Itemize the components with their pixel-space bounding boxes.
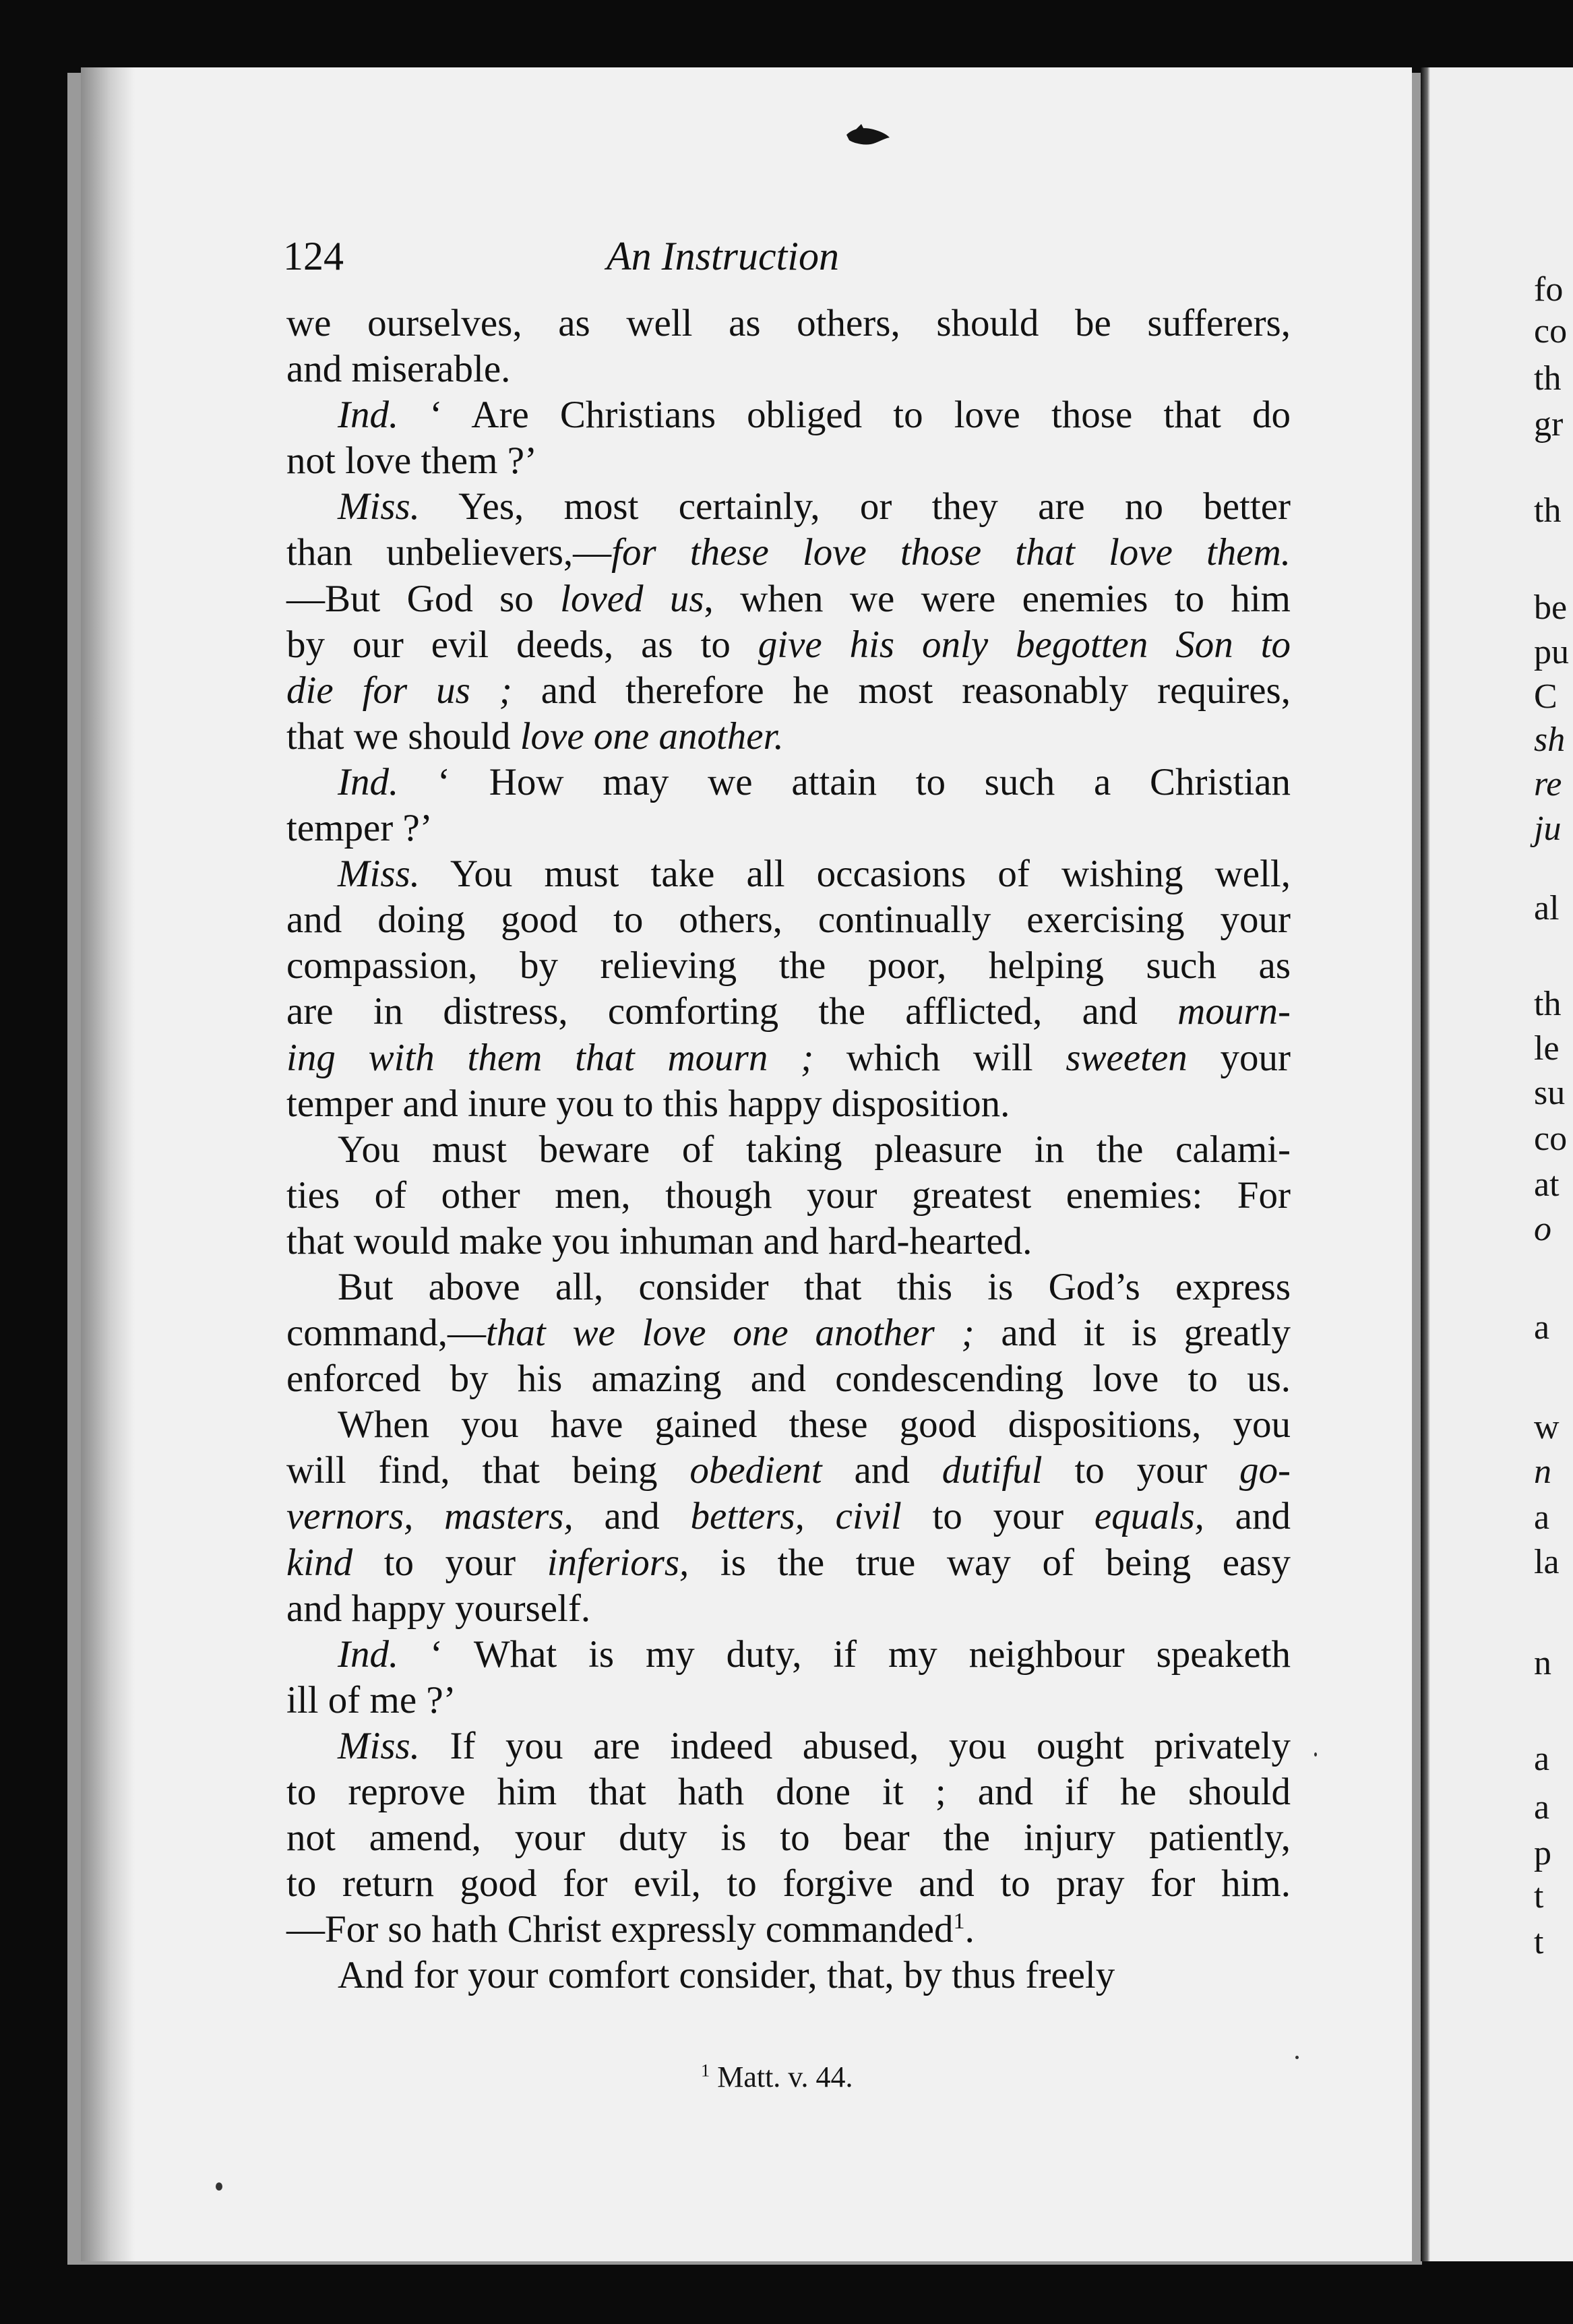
facing-page-fragment: ju [1534,809,1562,848]
text-span: ties of other men, though your greatest enemies: For [286,1173,1291,1217]
text-line [286,1081,1291,1127]
text-span: Yes, most certainly, or they are no better [419,485,1291,528]
footnote-reference: 1 [953,1909,965,1934]
facing-page-fragment: o [1534,1210,1551,1248]
text-line [286,1953,1291,1998]
italic-text: inferiors, [547,1541,689,1584]
text-span: not amend, your duty is to bear the injury patiently, [286,1816,1291,1860]
text-line [286,805,1291,851]
italic-text: Miss. [338,853,420,896]
text-span: than unbelievers,— [286,531,612,574]
facing-page-fragment: co [1534,312,1568,350]
text-span: which will [813,1036,1066,1079]
italic-text: mourn- [1177,990,1291,1033]
running-title: An Instruction [607,234,839,278]
italic-text: obedient [689,1449,822,1492]
text-line [286,484,1291,530]
text-span: by our evil deeds, as to [286,623,758,666]
italic-text: equals, [1094,1495,1204,1538]
text-span: ‘ Are Christians obliged to love those that do [398,394,1291,437]
text-line [286,943,1291,989]
text-span: ‘ How may we attain to such a Christian [398,760,1291,803]
facing-page-fragment: pu [1534,633,1569,671]
italic-text: Miss. [338,1724,420,1767]
text-line [286,622,1291,668]
text-line [286,438,1291,484]
text-span: and [1204,1495,1291,1538]
text-line [286,1219,1291,1264]
text-line [286,1264,1291,1310]
facing-page-fragment: th [1534,359,1562,398]
text-span: ‘ What is my duty, if my neighbour speaketh [398,1632,1291,1676]
italic-text: sweeten [1066,1036,1188,1079]
text-span: temper and inure you to this happy disposition. [286,1082,1010,1125]
text-span: your [1187,1036,1291,1079]
italic-text: ing with them that mourn ; [286,1036,814,1079]
text-line [286,760,1291,805]
printer-ornament-icon [844,123,891,150]
facing-page-fragment: a [1534,1498,1550,1537]
ink-speck [1314,1752,1317,1756]
text-line [286,1310,1291,1356]
text-line [286,1815,1291,1861]
italic-text: that we love one another ; [486,1312,975,1355]
facing-page-fragment: w [1534,1408,1560,1446]
italic-text: kind [286,1541,353,1584]
text-span: . [964,1908,975,1951]
page-spine [1421,67,1430,2261]
text-line [286,1173,1291,1219]
facing-page-fragment: be [1534,588,1568,627]
text-line [286,1127,1291,1173]
text-span: temper ?’ [286,807,433,850]
text-span: enforced by his amazing and condescending love to us. [286,1357,1291,1401]
italic-text: Ind. [338,394,399,437]
text-line [286,1723,1291,1769]
facing-page-fragment: gr [1534,405,1564,444]
text-line [286,851,1291,897]
text-span: not love them ?’ [286,439,537,483]
facing-page-fragment: th [1534,491,1562,530]
ink-speck [1295,2056,1299,2059]
text-span: to reprove him that hath done it ; and if he should [286,1771,1291,1813]
text-line [286,1769,1291,1815]
text-span: to your [901,1495,1094,1538]
text-span: And for your comfort consider, that, by thus freely [338,1954,1115,1997]
text-span: we ourselves, as well as others, should be sufferers, [286,302,1291,344]
facing-page-fragment: t [1534,1877,1544,1916]
text-line [286,1494,1291,1539]
text-line [286,576,1291,622]
facing-page-fragment: at [1534,1165,1560,1204]
facing-page-fragment: t [1534,1923,1544,1961]
text-span: compassion, by relieving the poor, helping such as [286,944,1291,987]
text-line [286,1035,1291,1081]
text-line [286,392,1291,438]
text-line [286,301,1291,346]
text-span: —But God so [286,577,561,620]
text-span: and [573,1495,691,1538]
facing-page-fragment: n [1534,1452,1551,1491]
facing-page-fragment: su [1534,1074,1566,1112]
text-span: to your [352,1541,547,1584]
facing-page-fragment: a [1534,1740,1550,1778]
facing-page-fragment: al [1534,889,1560,927]
facing-page-fragment: n [1534,1644,1551,1682]
facing-page-fragment: C [1534,677,1557,716]
italic-text: dutiful [942,1449,1043,1492]
text-line [286,1448,1291,1494]
text-span: is the true way of being easy [689,1541,1291,1584]
italic-text: vernors, masters, [286,1495,574,1538]
body-text [286,301,1291,1998]
italic-text: Ind. [338,760,399,803]
gutter-shade [81,67,135,2261]
text-line [286,1356,1291,1402]
facing-page-fragment: fo [1534,270,1564,309]
facing-page-fragment: a [1534,1308,1550,1347]
text-span: If you are indeed abused, you ought privately [419,1724,1291,1767]
text-line [286,714,1291,760]
text-line [286,668,1291,714]
text-line [286,1402,1291,1448]
text-span: When you have gained these good dispositions, you [338,1403,1291,1446]
text-span: will find, that being [286,1449,690,1492]
text-span: that we should [286,714,520,758]
footnote [701,2057,853,2098]
text-span: You must take all occasions of wishing well, [419,853,1291,896]
text-line [286,1907,1291,1953]
facing-page-fragment: le [1534,1029,1560,1068]
text-span: and it is greatly [974,1312,1291,1355]
text-span: and happy yourself. [286,1587,591,1630]
italic-text: die for us ; [286,669,512,712]
text-span: and doing good to others, continually exercising your [286,898,1291,942]
text-span: to your [1042,1449,1240,1492]
book-page-right-edge [1421,67,1573,2261]
italic-text: loved us [560,577,704,620]
italic-text: give his only begotten Son to [758,623,1291,666]
text-span: ill of me ?’ [286,1678,456,1721]
text-span: , when we were enemies to him [704,577,1291,620]
italic-text: love one another. [520,714,784,758]
text-span: and [822,1449,942,1492]
running-header [283,229,1287,283]
text-line [286,897,1291,943]
text-span: But above all, consider that this is God’s express [338,1265,1291,1308]
text-line [286,1632,1291,1678]
text-span: and therefore he most reasonably requires, [512,669,1291,712]
text-line [286,989,1291,1035]
text-line [286,1678,1291,1723]
facing-page-fragment: la [1534,1543,1560,1581]
facing-page-fragment: p [1534,1834,1551,1872]
text-line [286,1586,1291,1632]
facing-page-fragment: th [1534,985,1562,1023]
text-span: —For so hath Christ expressly commanded [286,1908,954,1951]
facing-page-fragment: co [1534,1120,1568,1158]
text-line [286,530,1291,576]
italic-text: go- [1239,1449,1291,1492]
text-span: are in distress, comforting the afflicted, and [286,990,1178,1033]
facing-page-fragment: a [1534,1788,1550,1827]
text-line [286,1540,1291,1586]
text-span: command,— [286,1312,487,1355]
italic-text: Ind. [338,1632,399,1676]
text-line [286,346,1291,392]
text-span: You must beware of taking pleasure in the calami- [338,1128,1291,1171]
footnote-marker: 1 [701,2060,710,2081]
facing-page-fragment: re [1534,765,1562,803]
footnote-text: Matt. v. 44. [710,2060,853,2093]
ink-speck [216,2182,222,2191]
facing-page-fragment: sh [1534,721,1566,759]
italic-text: for these love those that love them. [611,531,1291,574]
text-span: to return good for evil, to forgive and to pray for him. [286,1862,1291,1905]
text-line [286,1861,1291,1907]
page-number: 124 [283,234,344,278]
italic-text: Miss. [338,485,420,528]
text-span: that would make you inhuman and hard-hearted. [286,1219,1032,1262]
italic-text: betters, civil [690,1495,902,1538]
text-span: and miserable. [286,348,511,391]
